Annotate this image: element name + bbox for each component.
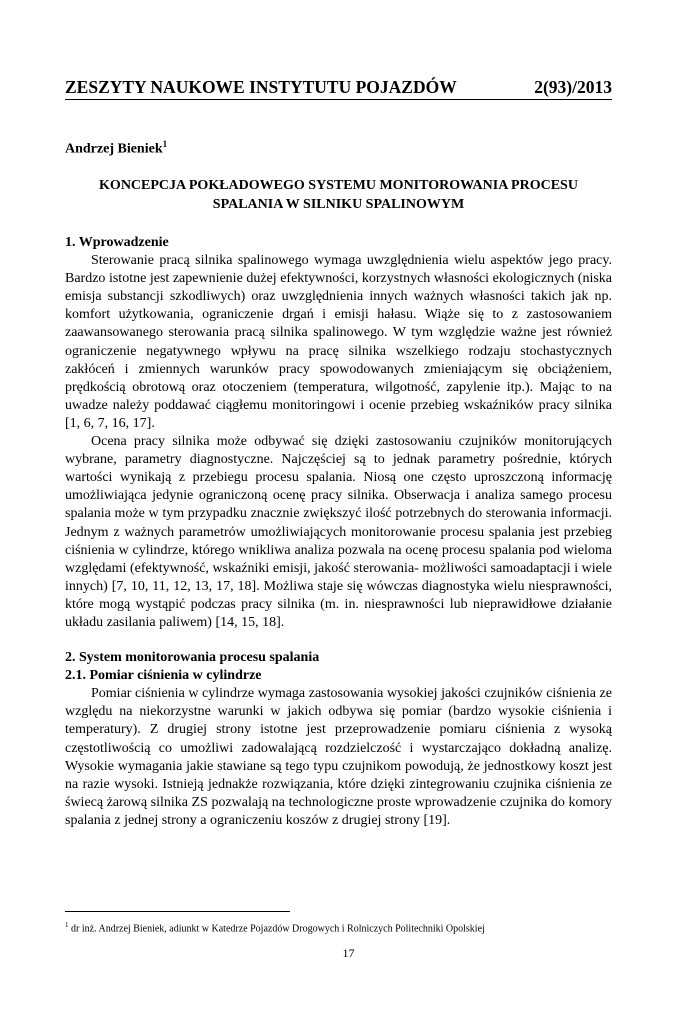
footnote — [65, 919, 485, 935]
page-number: 17 — [342, 946, 355, 960]
footnote-mark: 1 — [65, 921, 69, 929]
paragraph: Sterowanie pracą silnika spalinowego wymaga uwzględnienia wielu aspektów jego pracy. Bardzo istotne jest zapewnienie dużej efektywności, korzystnych własności ekologicznych (niska emisja substancji szkodliwych) oraz uwzględnienia innych ważnych własności takich jak np. komfort użytkowania, ograniczenie drgań i emisji hałasu. Wiąże się to z zastosowaniem zaawansowanego sterowania pracą silnika spalinowego. W tym względzie ważne jest również ograniczenie negatywnego wpływu na pracę silnika wszelkiego rodzaju stochastycznych zakłóceń i zmiennych warunków pracy spowodowanych zmieniającym się obciążeniem, prędkością obrotową oraz otoczeniem (temperatura, wilgotność, zapylenie itp.). Mając to na uwadze należy poddawać ciągłemu monitoringowi i ocenie przebieg wskaźników pracy silnika [1, 6, 7, 16, 17]. — [65, 253, 612, 431]
paragraph: Pomiar ciśnienia w cylindrze wymaga zastosowania wysokiej jakości czujników ciśnienia ze względu na niekorzystne warunki w jakich odbywa się pomiar (bardzo wysokie ciśnienia i temperatury). Z drugiej strony istotne jest przeprowadzenie pomiaru ciśnienia z wysoką częstotliwością co umożliwi zadowalającą rozdzielczość i wystarczająco dokładną analizę. Wysokie wymagania jakie stawiane są tego typu czujnikom powodują, że jednostkowy koszt jest na razie wysoki. Istnieją jednakże rozwiązania, które dzięki zintegrowaniu czujnika ciśnienia ze świecą żarową silnika ZS pozwalają na technologiczne proste wprowadzenie czujnika do komory spalania z jednej strony a ograniczeniu koszów z drugiej strony [19]. — [65, 686, 612, 828]
journal-title: ZESZYTY NAUKOWE INSTYTUTU POJAZDÓW — [65, 77, 457, 97]
paper-body — [65, 234, 612, 830]
footnote-text: dr inż. Andrzej Bieniek, adiunkt w Katedrze Pojazdów Drogowych i Rolniczych Politechniki Opolskiej — [71, 923, 485, 935]
section-heading-monitoring-system: 2. System monitorowania procesu spalania — [65, 650, 320, 666]
paper-title: KONCEPCJA POKŁADOWEGO SYSTEMU MONITOROWANIA PROCESU SPALANIA W SILNIKU SPALINOWYM — [99, 178, 578, 212]
subsection-heading-pressure-measurement: 2.1. Pomiar ciśnienia w cylindrze — [65, 668, 262, 684]
journal-issue: 2(93)/2013 — [534, 77, 612, 97]
footnote-rule — [65, 911, 290, 912]
paragraph: Ocena pracy silnika może odbywać się dzięki zastosowaniu czujników monitorujących wybrane, parametry diagnostyczne. Najczęściej są to jednak parametry pośrednie, których wartości wynikają z przebiegu procesu spalania. Niosą one często uproszczoną informację umożliwiająca jedynie ograniczoną ocenę pracy silnika. Obserwacja i analiza samego procesu spalania może w tym przypadku znacznie zwiększyć ilość potrzebnych do sterowania informacji. Jednym z ważnych parametrów umożliwiających monitorowanie procesu spalania jest przebieg ciśnienia w cylindrze, którego wnikliwa analiza pozwala na ocenę procesu spalania pod wieloma względami (efektywność, wskaźniki emisji, jakość sterowania- możliwości samoadaptacji i wiele innych) [7, 10, 11, 12, 13, 17, 18]. Możliwa staje się wówczas diagnostyka wielu niesprawności, które mogą wystąpić podczas pracy silnika (m. in. niesprawności lub nieprawidłowe działanie układu zasilania paliwem) [14, 15, 18]. — [65, 434, 612, 630]
author — [65, 139, 167, 158]
author-footnote-mark: 1 — [162, 139, 168, 149]
author-name: Andrzej Bieniek — [65, 141, 163, 157]
journal-header — [65, 76, 612, 100]
section-heading-introduction: 1. Wprowadzenie — [65, 235, 169, 250]
